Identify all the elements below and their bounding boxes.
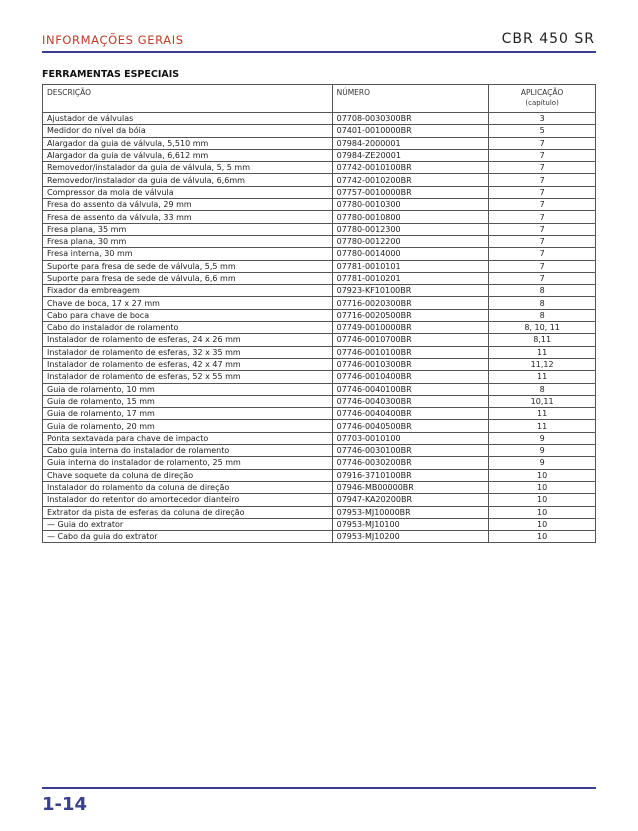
tool-chapter: 8 — [489, 383, 596, 395]
tool-description: Cabo guia interna do instalador de rolamento — [43, 445, 333, 457]
tool-number: 07953-MJ10200 — [332, 531, 489, 543]
table-row — [43, 334, 596, 346]
tool-number: 07746-0040400BR — [332, 408, 489, 420]
table-row — [43, 285, 596, 297]
table-row — [43, 395, 596, 407]
table-row — [43, 531, 596, 543]
tool-chapter: 7 — [489, 248, 596, 260]
table-row — [43, 272, 596, 284]
tool-chapter: 7 — [489, 272, 596, 284]
tool-number: 07757-0010000BR — [332, 186, 489, 198]
table-row — [43, 125, 596, 137]
tool-chapter: 7 — [489, 223, 596, 235]
tool-description: Fresa de assento da válvula, 33 mm — [43, 211, 333, 223]
tool-chapter: 7 — [489, 186, 596, 198]
tool-number: 07708-0030300BR — [332, 113, 489, 125]
col-header-number: NÚMERO — [332, 85, 489, 113]
table-row — [43, 432, 596, 444]
tool-number: 07746-0010100BR — [332, 346, 489, 358]
tool-number: 07746-0010700BR — [332, 334, 489, 346]
tool-description: — Guia do extrator — [43, 518, 333, 530]
table-row — [43, 494, 596, 506]
tool-chapter: 3 — [489, 113, 596, 125]
table-row — [43, 211, 596, 223]
table-row — [43, 445, 596, 457]
page-title: FERRAMENTAS ESPECIAIS — [42, 69, 180, 80]
table-row — [43, 137, 596, 149]
section-header: INFORMAÇÕES GERAIS — [42, 33, 184, 47]
tool-description: Suporte para fresa de sede de válvula, 5,5 mm — [43, 260, 333, 272]
tool-description: Instalador do rolamento da coluna de direção — [43, 481, 333, 493]
tool-chapter: 9 — [489, 432, 596, 444]
tool-description: Fresa interna, 30 mm — [43, 248, 333, 260]
tool-number: 07984-2000001 — [332, 137, 489, 149]
tool-chapter: 5 — [489, 125, 596, 137]
table-row — [43, 506, 596, 518]
tool-description: Fresa plana, 35 mm — [43, 223, 333, 235]
tool-description: Guia interna do instalador de rolamento, 25 mm — [43, 457, 333, 469]
table-row — [43, 223, 596, 235]
tool-description: Guia de rolamento, 17 mm — [43, 408, 333, 420]
tool-chapter: 10 — [489, 518, 596, 530]
tool-chapter: 8 — [489, 309, 596, 321]
tool-chapter: 7 — [489, 149, 596, 161]
tool-description: Alargador da guia de válvula, 5,510 mm — [43, 137, 333, 149]
tool-number: 07746-0030200BR — [332, 457, 489, 469]
tool-chapter: 8 — [489, 297, 596, 309]
table-row — [43, 518, 596, 530]
tool-number: 07742-0010100BR — [332, 162, 489, 174]
tool-chapter: 7 — [489, 162, 596, 174]
col-header-description: DESCRIÇÃO — [43, 85, 333, 113]
footer-rule — [42, 787, 596, 789]
tool-chapter: 8, 10, 11 — [489, 322, 596, 334]
tool-number: 07746-0040300BR — [332, 395, 489, 407]
model-header: CBR 450 SR — [501, 31, 595, 47]
header-rule — [42, 51, 596, 53]
tool-chapter: 7 — [489, 174, 596, 186]
tool-description: Suporte para fresa de sede de válvula, 6,6 mm — [43, 272, 333, 284]
tool-chapter: 10 — [489, 531, 596, 543]
tool-description: Fixador da embreagem — [43, 285, 333, 297]
tool-description: Chave soquete da coluna de direção — [43, 469, 333, 481]
tool-number: 07716-0020300BR — [332, 297, 489, 309]
tool-chapter: 10 — [489, 469, 596, 481]
table-row — [43, 113, 596, 125]
tool-number: 07749-0010000BR — [332, 322, 489, 334]
tool-number: 07984-ZE20001 — [332, 149, 489, 161]
table-row — [43, 481, 596, 493]
table-row — [43, 469, 596, 481]
tool-number: 07716-0020500BR — [332, 309, 489, 321]
tool-description: Removedor/instalador da guia de válvula, 6,6mm — [43, 174, 333, 186]
tool-description: Cabo para chave de boca — [43, 309, 333, 321]
tool-number: 07946-MB00000BR — [332, 481, 489, 493]
table-row — [43, 235, 596, 247]
table-row — [43, 309, 596, 321]
tool-chapter: 9 — [489, 457, 596, 469]
tool-number: 07953-MJ10000BR — [332, 506, 489, 518]
tool-number: 07746-0030100BR — [332, 445, 489, 457]
table-row — [43, 457, 596, 469]
tool-chapter: 10 — [489, 506, 596, 518]
table-row — [43, 199, 596, 211]
tool-description: Instalador de rolamento de esferas, 42 x 47 mm — [43, 358, 333, 370]
table-row — [43, 408, 596, 420]
tool-chapter: 7 — [489, 211, 596, 223]
tool-description: Extrator da pista de esferas da coluna de direção — [43, 506, 333, 518]
table-row — [43, 420, 596, 432]
tools-table — [42, 84, 596, 543]
tool-number: 07746-0010300BR — [332, 358, 489, 370]
tool-description: Instalador de rolamento de esferas, 52 x 55 mm — [43, 371, 333, 383]
table-row — [43, 248, 596, 260]
tool-description: Guia de rolamento, 10 mm — [43, 383, 333, 395]
tool-description: Fresa plana, 30 mm — [43, 235, 333, 247]
tool-description: Instalador de rolamento de esferas, 32 x 35 mm — [43, 346, 333, 358]
page-number: 1-14 — [42, 794, 88, 815]
tool-description: Guia de rolamento, 15 mm — [43, 395, 333, 407]
tool-chapter: 8,11 — [489, 334, 596, 346]
table-row — [43, 346, 596, 358]
col-header-application-sub: (capítulo) — [525, 99, 559, 107]
tool-description: Medidor do nível da bóia — [43, 125, 333, 137]
tool-description: Ponta sextavada para chave de impacto — [43, 432, 333, 444]
tool-number: 07401-0010000BR — [332, 125, 489, 137]
tool-chapter: 11 — [489, 408, 596, 420]
tool-chapter: 7 — [489, 235, 596, 247]
table-row — [43, 149, 596, 161]
table-row — [43, 174, 596, 186]
tool-chapter: 10 — [489, 481, 596, 493]
tool-chapter: 11 — [489, 420, 596, 432]
tool-chapter: 11 — [489, 371, 596, 383]
tool-number: 07780-0010800 — [332, 211, 489, 223]
tool-description: Compressor da mola de válvula — [43, 186, 333, 198]
table-row — [43, 383, 596, 395]
tool-number: 07780-0014000 — [332, 248, 489, 260]
tool-chapter: 11 — [489, 346, 596, 358]
tool-description: Ajustador de válvulas — [43, 113, 333, 125]
tool-number: 07780-0012200 — [332, 235, 489, 247]
col-header-application-label: APLICAÇÃO — [520, 88, 564, 97]
tool-chapter: 7 — [489, 137, 596, 149]
tool-description: Instalador do retentor do amortecedor dianteiro — [43, 494, 333, 506]
tool-number: 07746-0010400BR — [332, 371, 489, 383]
tool-description: Removedor/instalador da guia de válvula, 5, 5 mm — [43, 162, 333, 174]
tool-number: 07923-KF10100BR — [332, 285, 489, 297]
table-row — [43, 297, 596, 309]
tool-chapter: 10,11 — [489, 395, 596, 407]
tool-description: Fresa do assento da válvula, 29 mm — [43, 199, 333, 211]
tool-description: Instalador de rolamento de esferas, 24 x 26 mm — [43, 334, 333, 346]
table-row — [43, 371, 596, 383]
table-row — [43, 162, 596, 174]
tool-description: Guia de rolamento, 20 mm — [43, 420, 333, 432]
table-header-row — [43, 85, 596, 113]
table-row — [43, 322, 596, 334]
tool-number: 07746-0040500BR — [332, 420, 489, 432]
tool-number: 07781-0010101 — [332, 260, 489, 272]
table-row — [43, 358, 596, 370]
tool-number: 07916-3710100BR — [332, 469, 489, 481]
tool-chapter: 7 — [489, 260, 596, 272]
tool-number: 07953-MJ10100 — [332, 518, 489, 530]
tool-chapter: 8 — [489, 285, 596, 297]
tool-description: Cabo do instalador de rolamento — [43, 322, 333, 334]
tool-description: Alargador da guia de válvula, 6,612 mm — [43, 149, 333, 161]
tool-number: 07703-0010100 — [332, 432, 489, 444]
tool-number: 07780-0010300 — [332, 199, 489, 211]
tool-chapter: 9 — [489, 445, 596, 457]
tool-chapter: 7 — [489, 199, 596, 211]
col-header-application — [489, 85, 596, 113]
tool-description: — Cabo da guia do extrator — [43, 531, 333, 543]
tool-chapter: 11,12 — [489, 358, 596, 370]
tool-description: Chave de boca, 17 x 27 mm — [43, 297, 333, 309]
tool-number: 07781-0010201 — [332, 272, 489, 284]
tool-chapter: 10 — [489, 494, 596, 506]
tool-number: 07780-0012300 — [332, 223, 489, 235]
tool-number: 07746-0040100BR — [332, 383, 489, 395]
tool-number: 07947-KA20200BR — [332, 494, 489, 506]
table-row — [43, 260, 596, 272]
tool-number: 07742-0010200BR — [332, 174, 489, 186]
table-row — [43, 186, 596, 198]
